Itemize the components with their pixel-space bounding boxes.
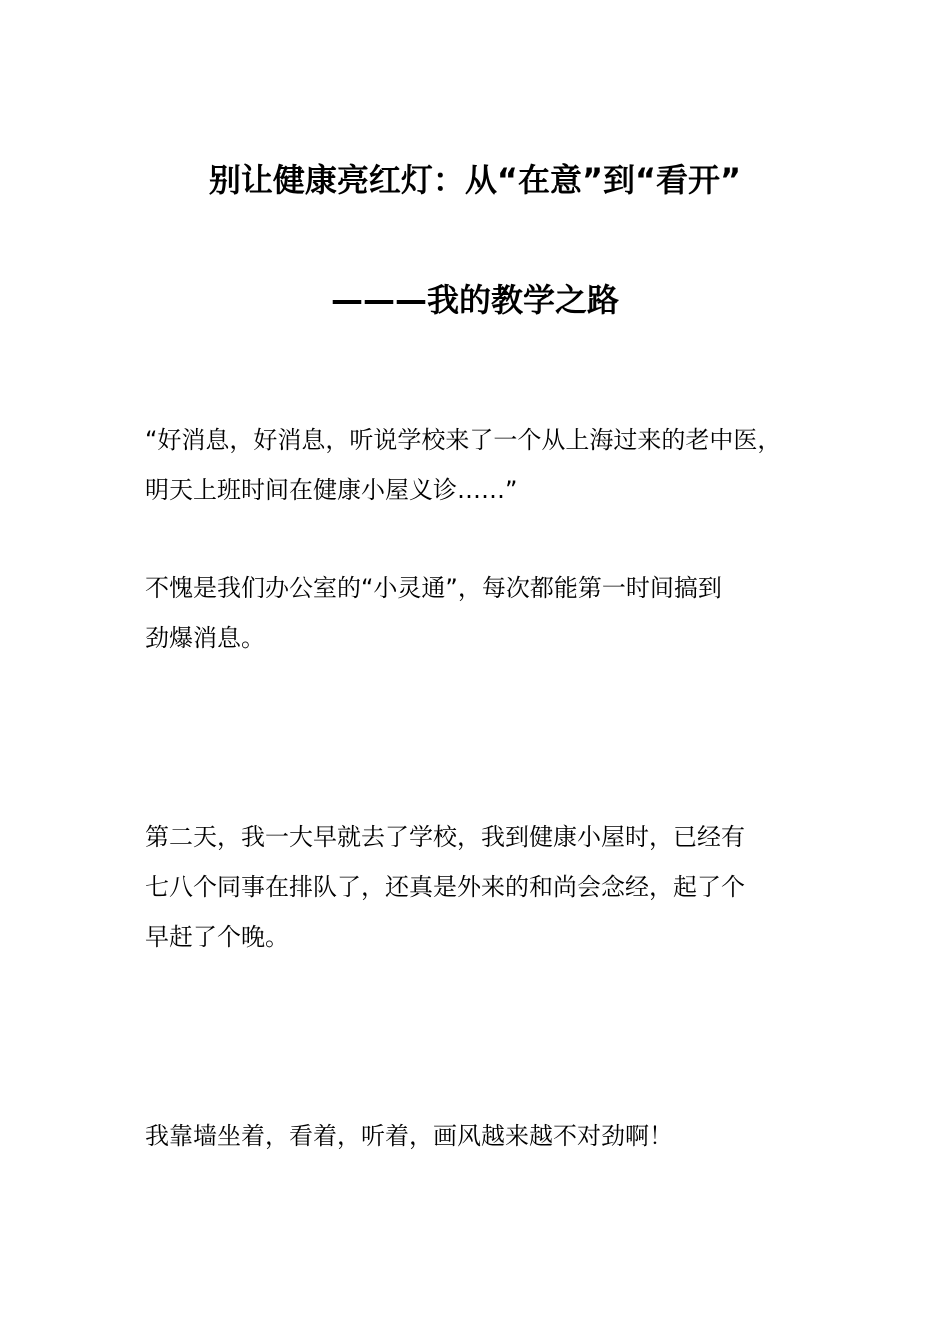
- paragraph-line: 不愧是我们办公室的“小灵通”，每次都能第一时间搞到: [145, 574, 722, 602]
- paragraph-line: 劲爆消息。: [145, 624, 265, 652]
- document-subtitle: ———我的教学之路: [330, 281, 619, 319]
- paragraph-line: 七八个同事在排队了，还真是外来的和尚会念经，起了个: [145, 873, 745, 901]
- paragraph-line: 我靠墙坐着，看着，听着，画风越来越不对劲啊！: [145, 1122, 673, 1150]
- paragraph-line: 明天上班时间在健康小屋义诊……”: [145, 476, 518, 504]
- paragraph-2: [145, 563, 845, 663]
- paragraph-line: 第二天，我一大早就去了学校，我到健康小屋时，已经有: [145, 823, 745, 851]
- paragraph-1: [145, 415, 845, 515]
- paragraph-4: [145, 1111, 845, 1161]
- document-title: 别让健康亮红灯：从“在意”到“看开”: [208, 161, 742, 199]
- paragraph-line: “好消息，好消息，听说学校来了一个从上海过来的老中医，: [145, 426, 782, 454]
- paragraph-3: [145, 812, 845, 962]
- paragraph-line: 早赶了个晚。: [145, 923, 289, 951]
